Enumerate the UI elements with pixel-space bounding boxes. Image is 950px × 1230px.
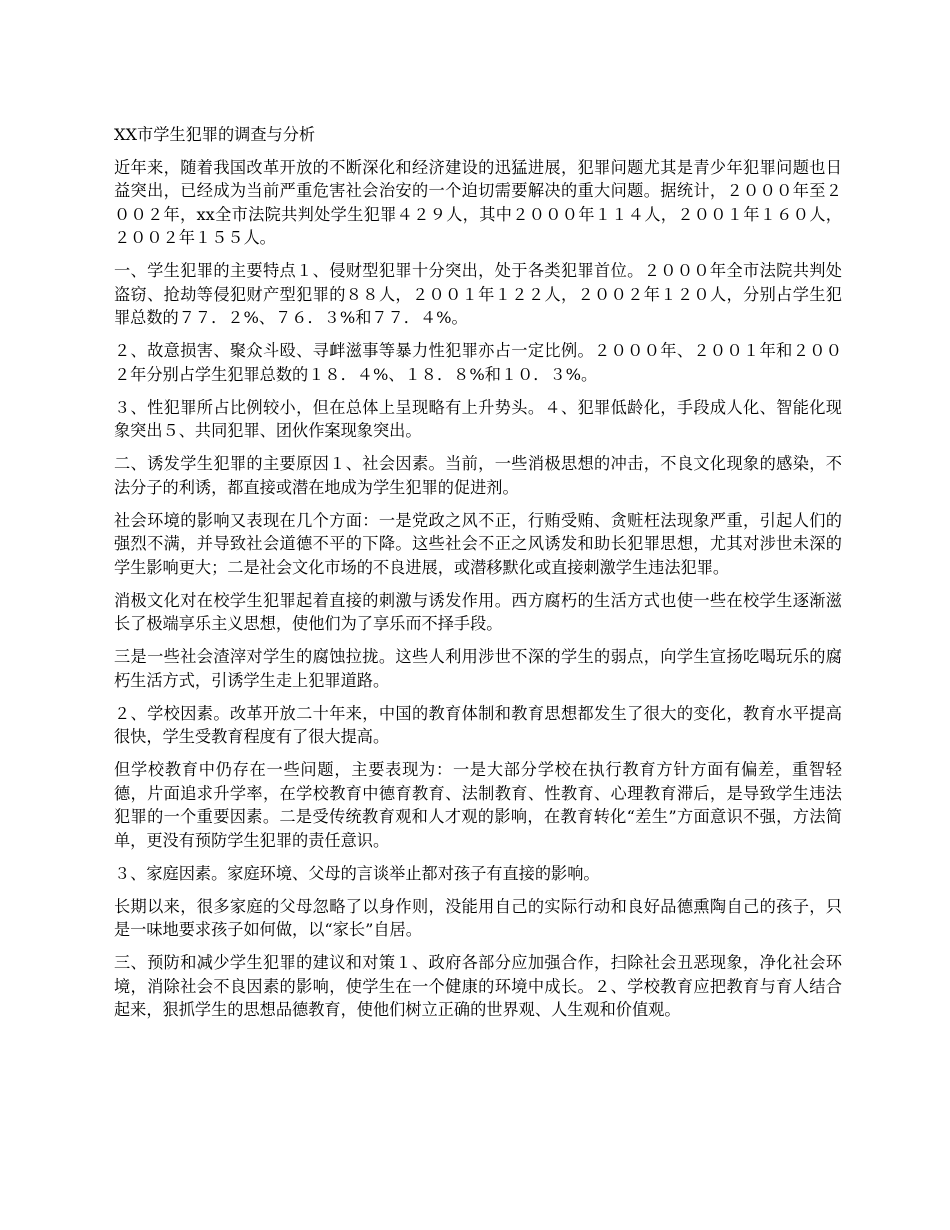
paragraph-causes-family: ３、家庭因素。家庭环境、父母的言谈举止都对孩子有直接的影响。: [114, 863, 600, 883]
paragraph-causes-social: 二、诱发学生犯罪的主要原因１、社会因素。当前，一些消极思想的冲击，不良文化现象的感染，不法分子的利诱，都直接或潜在地成为学生犯罪的促进剂。: [114, 454, 842, 497]
paragraph-characteristics-2: ２、故意损害、聚众斗殴、寻衅滋事等暴力性犯罪亦占一定比例。２０００年、２００１年和２００２年分别占学生犯罪总数的１８．４%、１８．８%和１０．３%。: [114, 341, 842, 384]
paragraph-characteristics-1: 一、学生犯罪的主要特点１、侵财型犯罪十分突出，处于各类犯罪首位。２０００年全市法院共判处盗窃、抢劫等侵犯财产型犯罪的８８人，２００１年１２２人，２００２年１２０人，分别占学生犯罪总数的７７．２%、７６．３%和７７．４%。: [114, 261, 842, 327]
paragraph-recommendations: 三、预防和减少学生犯罪的建议和对策１、政府各部分应加强合作，扫除社会丑恶现象，净化社会环境，消除社会不良因素的影响，使学生在一个健康的环境中成长。２、学校教育应把教育与育人结合起来，狠抓学生的思想品德教育，使他们树立正确的世界观、人生观和价值观。: [114, 953, 842, 1019]
document-page: [114, 123, 842, 1031]
paragraph-causes-school: ２、学校因素。改革开放二十年来，中国的教育体制和教育思想都发生了很大的变化，教育水平提高很快，学生受教育程度有了很大提高。: [114, 703, 842, 746]
paragraph-corruption: 三是一些社会渣滓对学生的腐蚀拉拢。这些人利用涉世不深的学生的弱点，向学生宣扬吃喝玩乐的腐朽生活方式，引诱学生走上犯罪道路。: [114, 647, 842, 690]
paragraph-negative-culture: 消极文化对在校学生犯罪起着直接的刺激与诱发作用。西方腐朽的生活方式也使一些在校学生逐渐滋长了极端享乐主义思想，使他们为了享乐而不择手段。: [114, 590, 842, 633]
paragraph-family-parents: 长期以来，很多家庭的父母忽略了以身作则，没能用自己的实际行动和良好品德熏陶自己的孩子，只是一味地要求孩子如何做，以“家长”自居。: [114, 896, 842, 939]
paragraph-intro: 近年来，随着我国改革开放的不断深化和经济建设的迅猛进展，犯罪问题尤其是青少年犯罪问题也日益突出，已经成为当前严重危害社会治安的一个迫切需要解决的重大问题。据统计，２０００年至２００２年，xx全市法院共判处学生犯罪４２９人，其中２０００年１１４人，２００１年１６０人，２００２年１５５人。: [114, 157, 842, 247]
document-title: XX市学生犯罪的调查与分析: [114, 125, 316, 144]
paragraph-social-environment: 社会环境的影响又表现在几个方面：一是党政之风不正，行贿受贿、贪赃枉法现象严重，引起人们的强烈不满，并导致社会道德不平的下降。这些社会不正之风诱发和助长犯罪思想，尤其对涉世未深的学生影响更大；二是社会文化市场的不良进展，或潜移默化或直接刺激学生违法犯罪。: [114, 510, 842, 577]
paragraph-school-problems: 但学校教育中仍存在一些问题，主要表现为：一是大部分学校在执行教育方针方面有偏差，重智轻德，片面追求升学率，在学校教育中德育教育、法制教育、性教育、心理教育滞后，是导致学生违法犯罪的一个重要因素。二是受传统教育观和人才观的影响，在教育转化“差生”方面意识不强，方法简单，更没有预防学生犯罪的责任意识。: [114, 760, 842, 850]
paragraph-characteristics-3: ３、性犯罪所占比例较小，但在总体上呈现略有上升势头。４、犯罪低龄化，手段成人化、智能化现象突出５、共同犯罪、团伙作案现象突出。: [114, 397, 842, 440]
